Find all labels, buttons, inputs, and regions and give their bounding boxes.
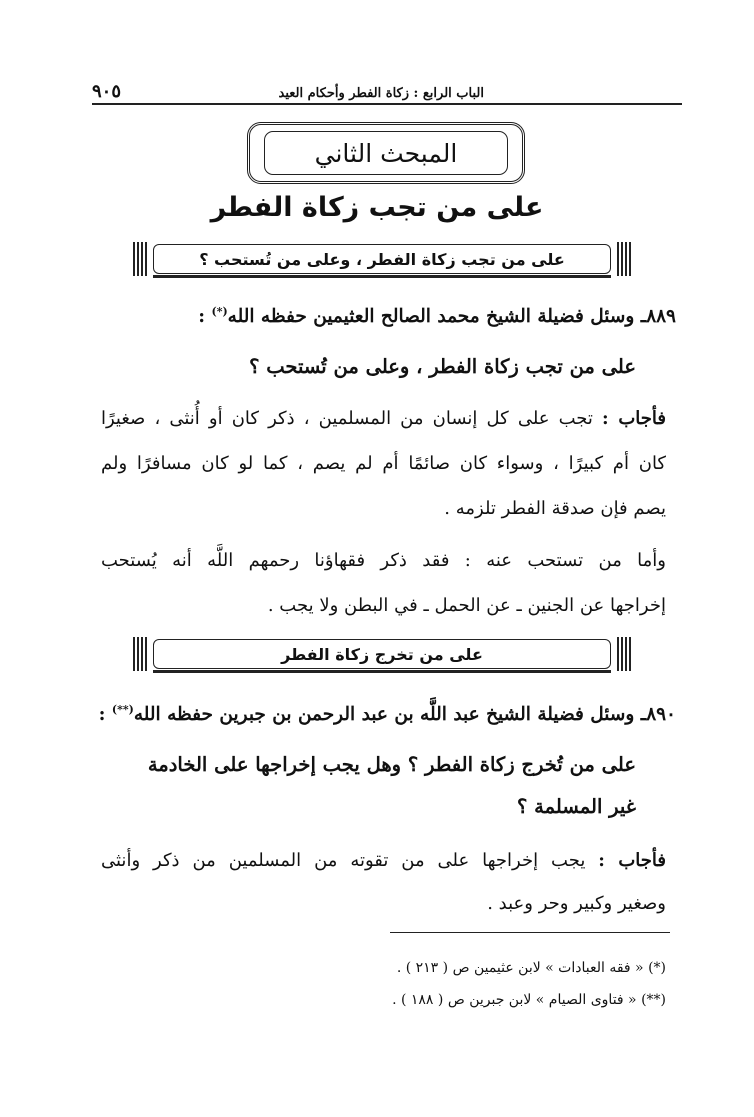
answer-889-line-1	[101, 408, 666, 429]
answer-890-line-1	[101, 850, 666, 871]
answer-890-line-1-text: يجب إخراجها على من تقوته من المسلمين من ذكر وأنثى	[101, 850, 586, 871]
question-890-colon: :	[98, 704, 106, 726]
section-label: المبحث الثاني	[264, 131, 508, 175]
extra-889-line-2: إخراجها عن الجنين ـ عن الحمل ـ في البطن ولا يجب .	[267, 595, 666, 616]
question-890-line-1: على من تُخرج زكاة الفطر ؟ وهل يجب إخراجها على الخادمة	[147, 753, 636, 776]
question-889-intro: ٨٨٩ـ وسئل فضيلة الشيخ محمد الصالح العثيمين حفظه الله	[227, 306, 676, 328]
question-889-heading	[198, 305, 676, 327]
answer-889-line-1-text: تجب على كل إنسان من المسلمين ، ذكر كان أو أُنثى ، صغيرًا	[101, 408, 593, 429]
question-889-text: على من تجب زكاة الفطر ، وعلى من تُستحب ؟	[249, 355, 636, 378]
banner-ornament-left	[133, 242, 147, 276]
answer-890-label: فأجاب :	[598, 850, 666, 871]
banner-underline	[153, 275, 611, 278]
question-889-colon: :	[198, 306, 206, 328]
answer-890-line-2: وصغير وكبير وحر وعبد .	[487, 893, 666, 914]
header-rule	[92, 103, 682, 105]
footnote-1: (*) « فقه العبادات » لابن عثيمين ص ( ٢١٣ ) .	[396, 960, 666, 976]
question-890-line-2: غير المسلمة ؟	[517, 795, 636, 818]
extra-889-line-1: وأما من تستحب عنه : فقد ذكر فقهاؤنا رحمهم اللَّه أنه يُستحب	[101, 550, 666, 571]
answer-889-label: فأجاب :	[602, 408, 666, 429]
banner-underline	[153, 670, 611, 673]
subheading-banner-1	[133, 242, 631, 276]
page-number: ٩٠٥	[92, 81, 122, 102]
banner-ornament-right	[617, 637, 631, 671]
footnote-mark-2: (**)	[111, 703, 134, 716]
section-title: على من تجب زكاة الفطر	[210, 192, 544, 223]
answer-889-line-3: يصم فإن صدقة الفطر تلزمه .	[444, 498, 666, 519]
subheading-banner-2	[133, 637, 631, 671]
subheading-2: على من تخرج زكاة الفطر	[153, 639, 611, 669]
question-890-heading	[99, 703, 676, 725]
footnote-mark-1: (*)	[211, 305, 228, 318]
banner-ornament-left	[133, 637, 147, 671]
banner-ornament-right	[617, 242, 631, 276]
question-890-intro: ٨٩٠ـ وسئل فضيلة الشيخ عبد اللَّه بن عبد الرحمن بن جبرين حفظه الله	[133, 704, 676, 726]
footnote-rule	[390, 932, 670, 933]
running-title: الباب الرابع : زكاة الفطر وأحكام العيد	[278, 86, 484, 101]
subheading-1: على من تجب زكاة الفطر ، وعلى من تُستحب ؟	[153, 244, 611, 274]
answer-889-line-2: كان أم كبيرًا ، وسواء كان صائمًا أم لم يصم ، كما لو كان مسافرًا ولم	[101, 453, 666, 474]
footnote-2: (**) « فتاوى الصيام » لابن جبرين ص ( ١٨٨ ) .	[392, 992, 666, 1008]
section-label-box	[247, 122, 525, 184]
